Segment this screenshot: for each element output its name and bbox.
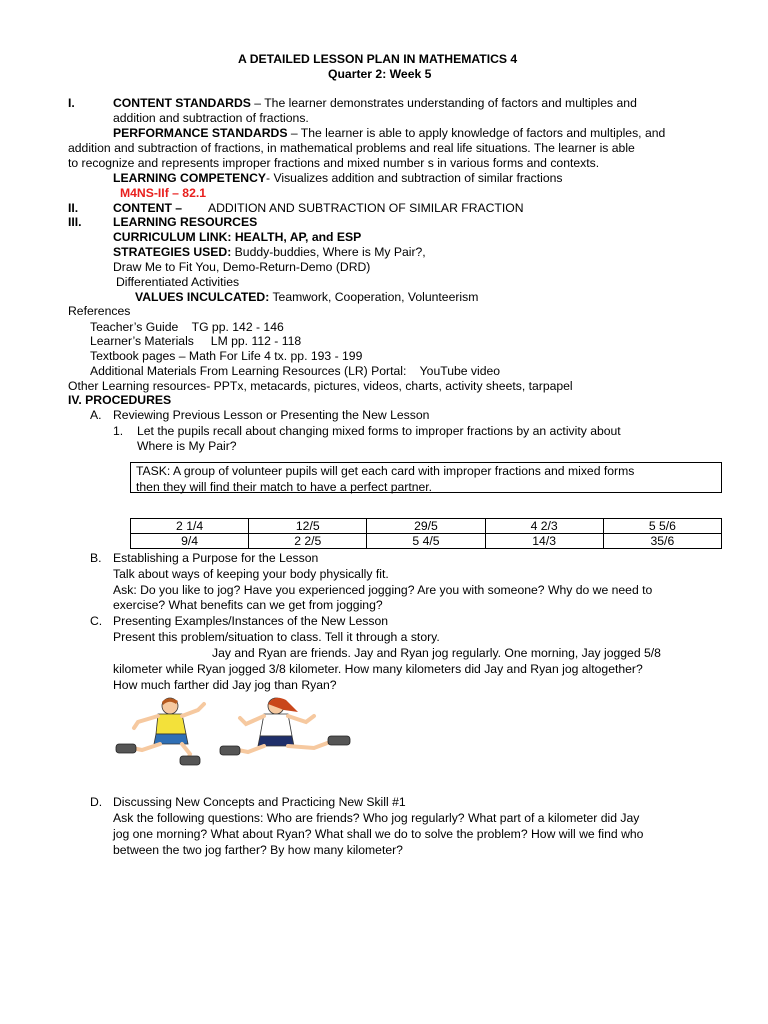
reference-lm: Learner’s Materials LM pp. 112 - 118: [90, 334, 302, 348]
item-c-line-2: Jay and Ryan are friends. Jay and Ryan jog regularly. One morning, Jay jogged 5/8: [212, 646, 661, 660]
values-label: VALUES INCULCATED:: [135, 290, 270, 304]
values-text: Teamwork, Cooperation, Volunteerism: [269, 290, 479, 304]
reference-other: Other Learning resources- PPTx, metacards, pictures, videos, charts, activity sheets, tarpapel: [68, 379, 573, 393]
content-standards-text: – The learner demonstrates understanding of factors and multiples and: [250, 96, 637, 110]
item-c-line-4: How much farther did Jay jog than Ryan?: [113, 678, 337, 692]
item-a-letter: A.: [90, 408, 102, 422]
strategies-line-2: Draw Me to Fit You, Demo-Return-Demo (DRD): [113, 260, 371, 274]
table-cell: 12/5: [249, 519, 367, 534]
item-d-line-2: jog one morning? What about Ryan? What shall we do to solve the problem? How will we find who: [113, 827, 644, 841]
item-d-line-1: Ask the following questions: Who are friends? Who jog regularly? What part of a kilometer did Jay: [113, 811, 640, 825]
learning-competency-text: - Visualizes addition and subtraction of similar fractions: [266, 171, 563, 185]
performance-standards-line-1: [113, 126, 665, 141]
fraction-cards-table: [130, 518, 722, 549]
table-cell: 14/3: [485, 534, 603, 549]
strategies-text: Buddy-buddies, Where is My Pair?,: [231, 245, 426, 259]
section-2-numeral: II.: [68, 201, 79, 215]
table-cell: 2 1/4: [131, 519, 249, 534]
boy-runner: [116, 698, 204, 765]
item-a-title: Reviewing Previous Lesson or Presenting the New Lesson: [113, 408, 430, 422]
item-b-letter: B.: [90, 551, 102, 565]
curriculum-link: CURRICULUM LINK: HEALTH, AP, and ESP: [113, 230, 362, 244]
strategies-label: STRATEGIES USED:: [113, 245, 232, 259]
content-standards-label: CONTENT STANDARDS: [113, 96, 251, 110]
table-cell: 35/6: [603, 534, 721, 549]
procedures-heading: IV. PROCEDURES: [68, 393, 172, 407]
content-standards-line-2: addition and subtraction of fractions.: [113, 111, 309, 125]
strategies-line-3: Differentiated Activities: [116, 275, 240, 289]
reference-textbook: Textbook pages – Math For Life 4 tx. pp. 193 - 199: [90, 349, 363, 363]
item-a1-number: 1.: [113, 424, 124, 438]
table-cell: 5 4/5: [367, 534, 485, 549]
document-subtitle: Quarter 2: Week 5: [328, 67, 432, 81]
item-c-line-3: kilometer while Ryan jogged 3/8 kilometer. How many kilometers did Jay and Ryan jog altogether?: [113, 662, 643, 676]
values-line: [135, 290, 478, 305]
section-1-numeral: I.: [68, 96, 75, 110]
task-line-1: TASK: A group of volunteer pupils will get each card with improper fractions and mixed forms: [136, 464, 635, 478]
performance-standards-text: – The learner is able to apply knowledge of factors and multiples, and: [287, 126, 666, 140]
item-b-line-3: exercise? What benefits can we get from jogging?: [113, 598, 383, 612]
competency-code: M4NS-IIf – 82.1: [120, 186, 207, 200]
learning-competency-line: [113, 171, 563, 186]
table-cell: 4 2/3: [485, 519, 603, 534]
item-d-line-3: between the two jog farther? By how many kilometer?: [113, 843, 403, 857]
strategies-line-1: [113, 245, 426, 260]
table-row: [131, 534, 722, 549]
table-cell: 2 2/5: [249, 534, 367, 549]
table-row: [131, 519, 722, 534]
learning-resources-label: LEARNING RESOURCES: [113, 215, 258, 229]
performance-standards-label: PERFORMANCE STANDARDS: [113, 126, 288, 140]
item-c-line-1: Present this problem/situation to class. Tell it through a story.: [113, 630, 440, 644]
performance-standards-line-3: to recognize and represents improper fractions and mixed number s in various forms and contexts.: [68, 156, 600, 170]
table-cell: 29/5: [367, 519, 485, 534]
item-a1-line-1: Let the pupils recall about changing mixed forms to improper fractions by an activity about: [137, 424, 621, 438]
performance-standards-line-2: addition and subtraction of fractions, in mathematical problems and real life situations. The learner is able: [68, 141, 635, 155]
references-heading: References: [68, 304, 131, 318]
content-text: ADDITION AND SUBTRACTION OF SIMILAR FRACTION: [208, 201, 524, 215]
item-d-letter: D.: [90, 795, 103, 809]
table-cell: 5 5/6: [603, 519, 721, 534]
reference-additional: Additional Materials From Learning Resources (LR) Portal: YouTube video: [90, 364, 501, 378]
item-c-letter: C.: [90, 614, 103, 628]
task-line-2: then they will find their match to have a perfect partner.: [136, 480, 433, 494]
learning-competency-label: LEARNING COMPETENCY: [113, 171, 267, 185]
item-c-title: Presenting Examples/Instances of the New Lesson: [113, 614, 389, 628]
item-a1-line-2: Where is My Pair?: [137, 439, 237, 453]
item-b-title: Establishing a Purpose for the Lesson: [113, 551, 319, 565]
content-standards-line-1: [113, 96, 637, 111]
item-d-title: Discussing New Concepts and Practicing New Skill #1: [113, 795, 406, 809]
table-cell: 9/4: [131, 534, 249, 549]
reference-tg: Teacher’s Guide TG pp. 142 - 146: [90, 320, 284, 334]
item-b-line-1: Talk about ways of keeping your body physically fit.: [113, 567, 389, 581]
section-3-numeral: III.: [68, 215, 82, 229]
jogging-kids-illustration: [108, 692, 360, 766]
document-title: A DETAILED LESSON PLAN IN MATHEMATICS 4: [238, 52, 518, 66]
girl-runner: [220, 698, 350, 755]
content-label: CONTENT –: [113, 201, 183, 215]
item-b-line-2: Ask: Do you like to jog? Have you experienced jogging? Are you with someone? Why do we need to: [113, 583, 653, 597]
